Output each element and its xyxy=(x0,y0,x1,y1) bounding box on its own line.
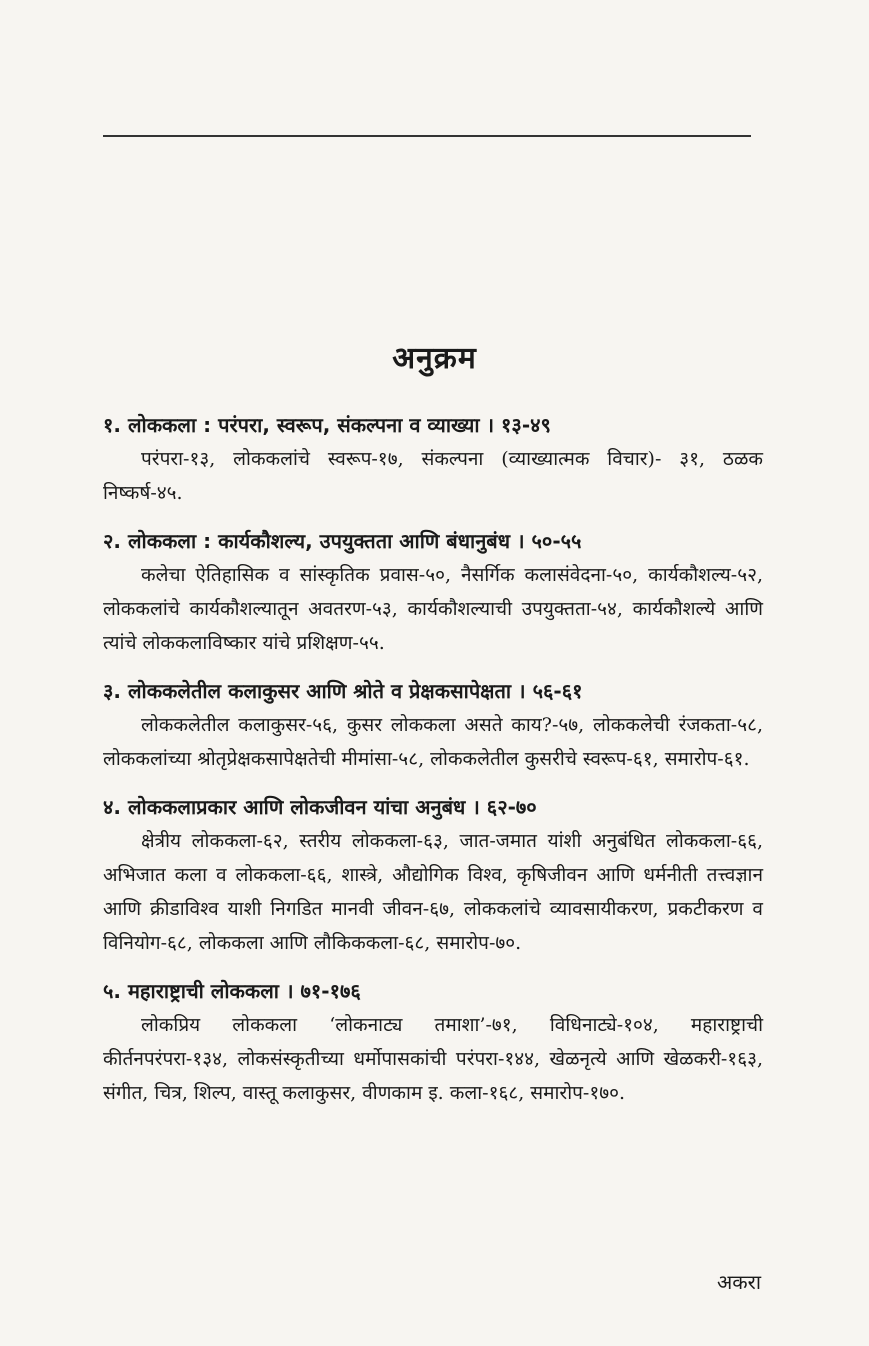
toc-entry-4 xyxy=(103,790,763,960)
toc-entry-heading: ४. लोककलाप्रकार आणि लोकजीवन यांचा अनुबंध । ६२-७० xyxy=(103,795,537,819)
toc-entry-body: क्षेत्रीय लोककला-६२, स्तरीय लोककला-६३, जात-जमात यांशी अनुबंधित लोककला-६६, अभिजात कला व लोककला-६६, शास्त्रे, औद्योगिक विश्व, कृषिजीवन आणि धर्मनीती तत्त्वज्ञान आणि क्रीडाविश्व याशी निगडित मानवी जीवन-६७, लोककलांचे व्यावसायीकरण, प्रकटीकरण व विनियोग-६८, लोककला आणि लौकिककला-६८, समारोप-७०. xyxy=(103,830,763,954)
toc-entry-heading: ५. महाराष्ट्राची लोककला । ७१-१७६ xyxy=(103,979,361,1003)
toc-entry-body: लोकप्रिय लोककला ‘लोकनाट्य तमाशा’-७१, विधिनाट्ये-१०४, महाराष्ट्राची कीर्तनपरंपरा-१३४, लोकसंस्कृतीच्या धर्मोपासकांची परंपरा-१४४, खेळनृत्ये आणि खेळकरी-१६३, संगीत, चित्र, शिल्प, वास्तू कलाकुसर, वीणकाम इ. कला-१६८, समारोप-१७०. xyxy=(103,1014,763,1104)
toc-entry-3 xyxy=(103,674,763,776)
toc-entry-heading: २. लोककला : कार्यकौशल्य, उपयुक्तता आणि बंधानुबंध । ५०-५५ xyxy=(103,529,582,553)
toc-entry-body: लोककलेतील कलाकुसर-५६, कुसर लोककला असते काय?-५७, लोककलेची रंजकता-५८, लोककलांच्या श्रोतृप्रेक्षकसापेक्षतेची मीमांसा-५८, लोककलेतील कुसरीचे स्वरूप-६१, समारोप-६१. xyxy=(103,714,763,770)
toc-entry-body: परंपरा-१३, लोककलांचे स्वरूप-१७, संकल्पना (व्याख्यात्मक विचार)- ३१, ठळक निष्कर्ष-४५. xyxy=(103,448,763,504)
toc-entry-5 xyxy=(103,974,763,1110)
toc-entry-heading: १. लोककला : परंपरा, स्वरूप, संकल्पना व व्याख्या । १३-४९ xyxy=(103,413,551,437)
page-title: अनुक्रम xyxy=(392,341,477,376)
toc-entry-heading: ३. लोककलेतील कलाकुसर आणि श्रोते व प्रेक्षकसापेक्षता । ५६-६१ xyxy=(103,679,583,703)
table-of-contents xyxy=(103,408,763,1124)
toc-entry-2 xyxy=(103,524,763,660)
page-number: अकरा xyxy=(717,1270,761,1294)
toc-entry-body: कलेचा ऐतिहासिक व सांस्कृतिक प्रवास-५०, नैसर्गिक कलासंवेदना-५०, कार्यकौशल्य-५२, लोककलांचे कार्यकौशल्यातून अवतरण-५३, कार्यकौशल्याची उपयुक्तता-५४, कार्यकौशल्ये आणि त्यांचे लोककलाविष्कार यांचे प्रशिक्षण-५५. xyxy=(103,564,763,654)
top-rule xyxy=(103,135,751,137)
toc-entry-1 xyxy=(103,408,763,510)
